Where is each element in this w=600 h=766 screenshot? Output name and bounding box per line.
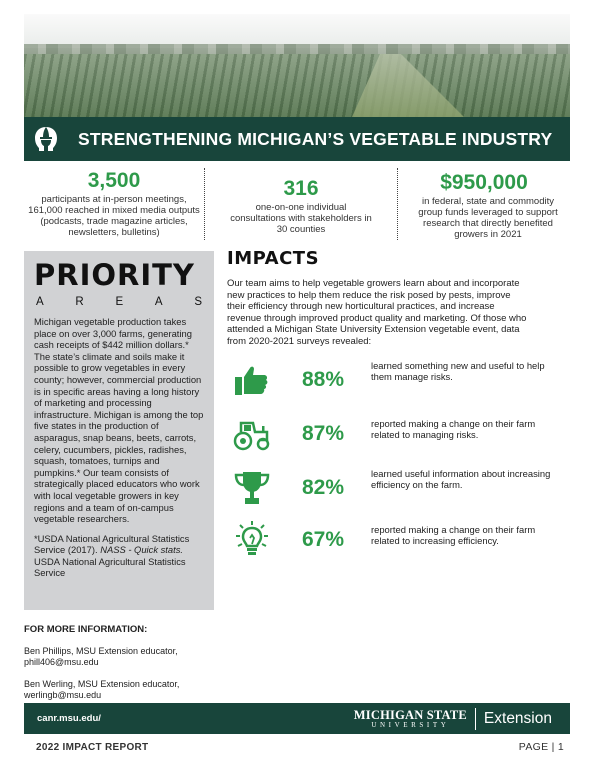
priority-footnote: *USDA National Agricultural Statistics Service (2017). NASS - Quick stats. USDA National Agricultural Statistics Service xyxy=(34,532,190,579)
tractor-icon xyxy=(232,414,272,454)
stat-number: 316 xyxy=(283,177,319,200)
stat-consultations xyxy=(205,168,398,240)
areas-letter: R xyxy=(75,296,84,308)
page-number: PAGE | 1 xyxy=(518,741,564,753)
more-information xyxy=(24,624,224,712)
vegetable-field-photo xyxy=(24,14,570,117)
contact-phillips xyxy=(24,646,224,669)
stat-funds xyxy=(398,168,570,240)
impact-item xyxy=(232,468,572,512)
impact-text: learned useful information about increasing efficiency on the farm. xyxy=(371,468,551,491)
contact-name: Ben Werling, MSU Extension educator, xyxy=(24,678,180,689)
stat-number: $950,000 xyxy=(440,171,528,194)
impact-text: learned something new and useful to help them manage risks. xyxy=(371,360,545,383)
stat-text: in federal, state and commodity group funds leveraged to support research that directly benefited growers in 2021 xyxy=(418,196,558,240)
msu-wordmark xyxy=(354,709,467,730)
contact-name: Ben Phillips, MSU Extension educator, xyxy=(24,645,178,656)
website-link[interactable]: canr.msu.edu/ xyxy=(37,713,101,724)
logo-divider xyxy=(475,708,476,730)
msu-extension-logo xyxy=(354,707,552,731)
stat-text: participants at in-person meetings, 161,000 reached in mixed media outputs (podcasts, trade magazine articles, newsletters, bulletins) xyxy=(28,194,200,238)
stats-row xyxy=(24,168,570,240)
contact-email[interactable]: phill406@msu.edu xyxy=(24,657,99,667)
title-banner xyxy=(24,117,570,161)
impact-percent: 67% xyxy=(302,528,345,551)
impact-text: reported making a change on their farm related to managing risks. xyxy=(371,418,536,441)
impacts-intro: Our team aims to help vegetable growers learn about and incorporate new practices to help them reduce the risk posed by pests, improve their efficiency through new horticultural practices, and increase revenue through improved product quality and marketing. Of those who attended a Michigan State University Extension vegetable event, data from 2020-2021 surveys revealed: xyxy=(227,278,527,347)
impacts-heading: IMPACTS xyxy=(227,248,320,269)
impact-percent: 87% xyxy=(302,422,345,445)
stat-participants xyxy=(24,168,205,240)
contact-werling xyxy=(24,679,224,702)
impact-percent: 88% xyxy=(302,368,345,391)
priority-body: Michigan vegetable production takes place on over 3,000 farms, generating cash receipts of $442 million dollars.* The state’s climate and soils make it possible to grow vegetables in every county; however, commercial production is in specific areas having a long history of marketing and processing infrastructure. Michigan is among the top five states in the production of asparagus, snap beans, beets, carrots, celery, cucumbers, pickles, radishes, squash, tomatoes, turnips and pumpkins.* Our team consists of strategically placed educators who work with local vegetable growers in key regions and a team of on-campus vegetable researchers. xyxy=(34,316,204,525)
footer-bar xyxy=(24,703,570,734)
areas-letter: A xyxy=(36,296,44,308)
more-info-heading: FOR MORE INFORMATION: xyxy=(24,624,148,635)
msu-line1: MICHIGAN STATE xyxy=(353,707,467,722)
trophy-icon xyxy=(232,468,272,508)
impact-item xyxy=(232,414,572,458)
areas-letter: E xyxy=(115,296,124,308)
areas-letter: A xyxy=(154,296,163,308)
impact-percent: 82% xyxy=(302,476,345,499)
priority-heading: PRIORITY xyxy=(34,258,195,292)
impact-item xyxy=(232,520,572,564)
impacts-section xyxy=(227,248,572,348)
areas-letter: S xyxy=(194,296,202,308)
report-label: 2022 IMPACT REPORT xyxy=(36,742,149,753)
thumbs-up-icon xyxy=(232,360,272,400)
contact-email[interactable]: werlingb@msu.edu xyxy=(24,690,102,700)
extension-wordmark: Extension xyxy=(483,710,552,727)
stat-number: 3,500 xyxy=(87,169,141,192)
stat-text: one-on-one individual consultations with stakeholders in 30 counties xyxy=(230,202,372,235)
page-title: STRENGTHENING MICHIGAN’S VEGETABLE INDUSTRY xyxy=(78,128,553,149)
impact-text: reported making a change on their farm related to increasing efficiency. xyxy=(371,524,536,547)
lightbulb-icon xyxy=(232,520,272,560)
spartan-helmet-icon xyxy=(24,117,68,161)
impact-item xyxy=(232,360,572,404)
areas-subheading xyxy=(36,296,202,308)
priority-areas-panel xyxy=(24,251,214,610)
msu-line2: UNIVERSITY xyxy=(371,720,450,729)
